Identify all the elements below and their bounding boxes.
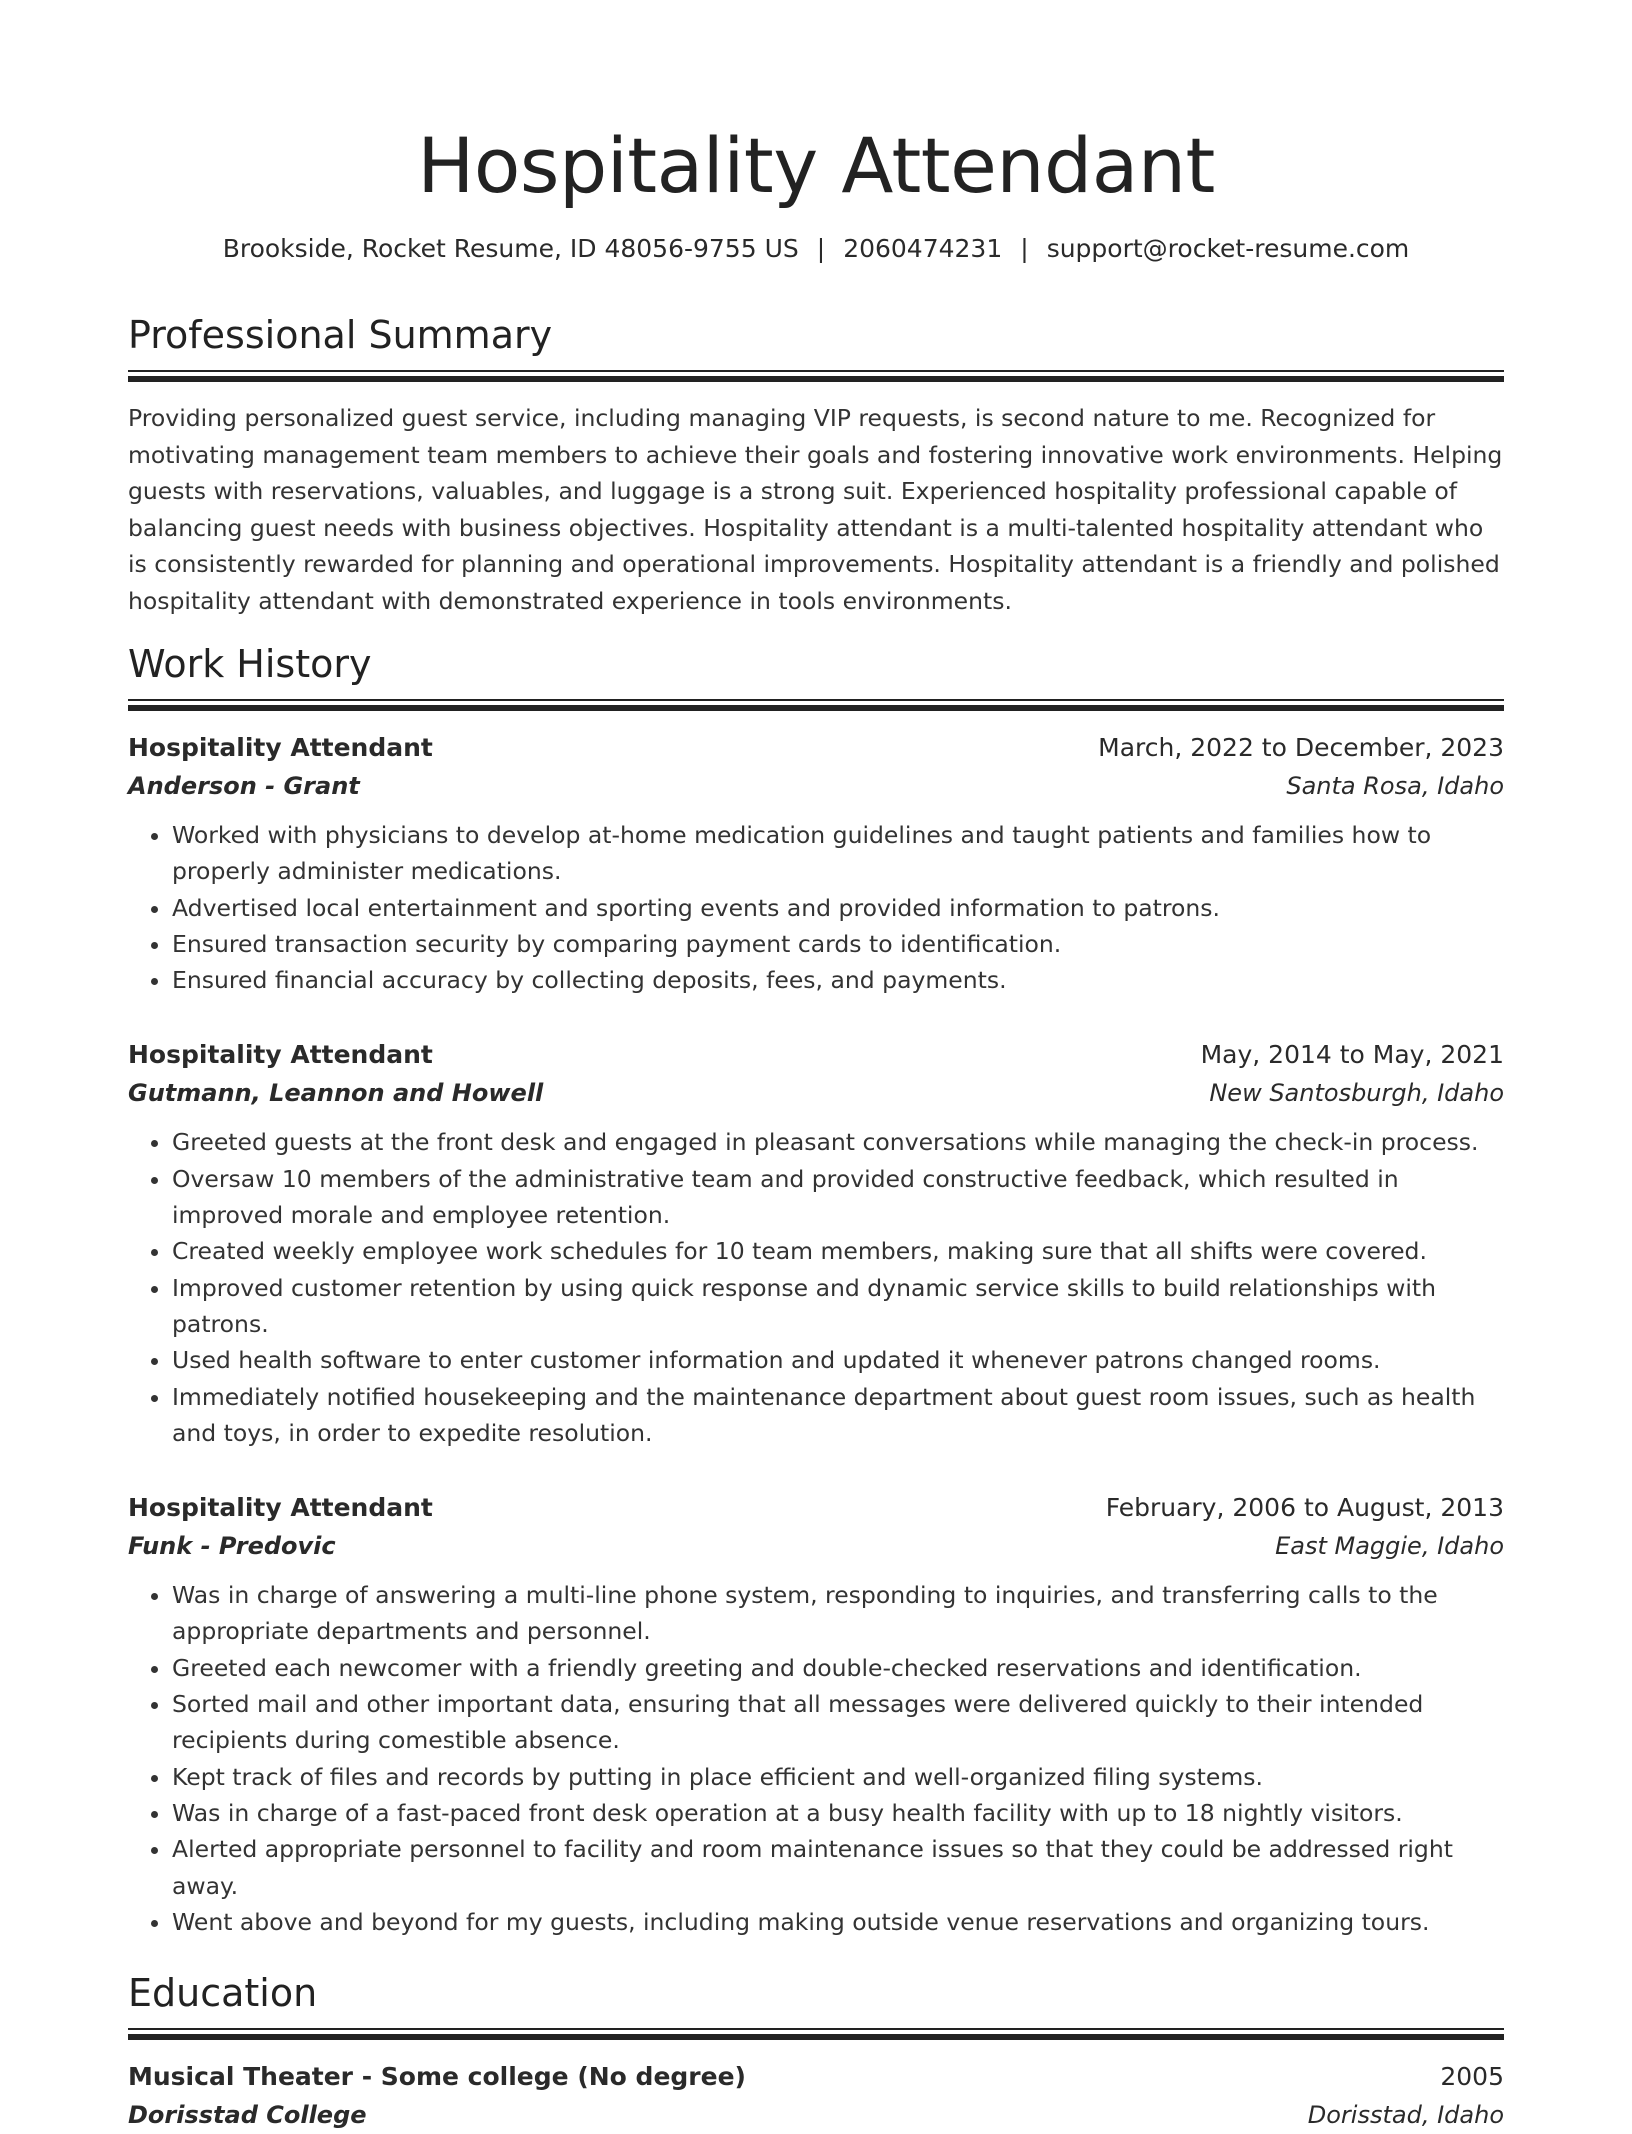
job-bullet: • Advertised local entertainment and sporting events and provided information to patrons.: [172, 890, 1504, 926]
job-company: Anderson - Grant: [128, 772, 360, 800]
job-bullet: • Sorted mail and other important data, ensuring that all messages were delivered quickly to their intended recipients during comestible absence.: [172, 1686, 1504, 1759]
job-dates: March, 2022 to December, 2023: [1098, 733, 1504, 762]
job-bullet: • Improved customer retention by using quick response and dynamic service skills to build relationships with patrons.: [172, 1270, 1504, 1343]
section-title-work-history: Work History: [128, 642, 372, 686]
summary-section: [128, 312, 1504, 619]
section-title-education: Education: [128, 1971, 318, 2016]
job-bullet: • Oversaw 10 members of the administrative team and provided constructive feedback, which resulted in improved morale and employee retention.: [172, 1161, 1504, 1234]
contact-address: Brookside, Rocket Resume, ID 48056-9755 US: [222, 234, 799, 263]
section-divider: [128, 699, 1504, 711]
contact-separator: |: [816, 234, 826, 263]
job-title: Hospitality Attendant: [128, 1493, 433, 1523]
job-bullet: • Went above and beyond for my guests, including making outside venue reservations and organizing tours.: [172, 1904, 1504, 1940]
education-year: 2005: [1440, 2062, 1504, 2092]
job-bullet: • Was in charge of answering a multi-line phone system, responding to inquiries, and transferring calls to the appropriate departments and personnel.: [172, 1577, 1504, 1650]
education-entry: [128, 2058, 1504, 2134]
contact-separator: |: [1020, 234, 1029, 263]
job-bullet: • Kept track of files and records by putting in place efficient and well-organized filing systems.: [172, 1759, 1504, 1795]
job-dates: May, 2014 to May, 2021: [1200, 1040, 1504, 1070]
education-section: [128, 1970, 1504, 2134]
job-dates: February, 2006 to August, 2013: [1105, 1493, 1504, 1523]
job-bullet: • Ensured transaction security by comparing payment cards to identification.: [172, 926, 1504, 962]
education-degree: Musical Theater - Some college (No degree): [128, 2062, 746, 2092]
job-company: Gutmann, Leannon and Howell: [128, 1079, 544, 1108]
job-entry: [128, 1489, 1504, 1940]
job-bullet: • Ensured financial accuracy by collecting deposits, fees, and payments.: [172, 962, 1504, 998]
job-entry: [128, 729, 1504, 998]
job-bullets: [128, 1124, 1504, 1451]
section-title-summary: Professional Summary: [128, 313, 553, 357]
job-bullet: • Was in charge of a fast-paced front desk operation at a busy health facility with up to 18 nightly visitors.: [172, 1795, 1504, 1831]
job-bullet: • Alerted appropriate personnel to facility and room maintenance issues so that they could be addressed right away.: [172, 1831, 1504, 1904]
job-location: Santa Rosa, Idaho: [1286, 772, 1504, 800]
contact-line: [128, 232, 1504, 266]
education-school: Dorisstad College: [128, 2101, 367, 2130]
job-location: New Santosburgh, Idaho: [1209, 1079, 1504, 1108]
job-company: Funk - Predovic: [128, 1532, 336, 1561]
job-location: East Maggie, Idaho: [1275, 1532, 1504, 1561]
contact-phone: 2060474231: [843, 234, 1003, 263]
job-bullet: • Created weekly employee work schedules for 10 team members, making sure that all shifts were covered.: [172, 1233, 1504, 1269]
summary-text: Providing personalized guest service, including managing VIP requests, is second nature to me. Recognized for motivating management team members to achieve their goals and fostering innovative work environments. Helping guests with reservations, valuables, and luggage is a strong suit. Experienced hospitality professional capable of balancing guest needs with business objectives. Hospitality attendant is a multi-talented hospitality attendant who is consistently rewarded for planning and operational improvements. Hospitality attendant is a friendly and polished hospitality attendant with demonstrated experience in tools environments.: [128, 404, 1503, 615]
contact-email: support@rocket-resume.com: [1046, 234, 1410, 263]
work-history-section: [128, 641, 1504, 1940]
job-bullets: [128, 1577, 1504, 1940]
section-divider: [128, 2028, 1504, 2040]
job-bullets: [128, 817, 1504, 998]
section-divider: [128, 370, 1504, 382]
job-bullet: • Greeted guests at the front desk and engaged in pleasant conversations while managing the check-in process.: [172, 1124, 1504, 1160]
resume-name: Hospitality Attendant: [417, 121, 1215, 210]
education-location: Dorisstad, Idaho: [1307, 2101, 1504, 2130]
job-bullet: • Worked with physicians to develop at-home medication guidelines and taught patients and families how to properly administer medications.: [172, 817, 1504, 890]
job-bullet: • Used health software to enter customer information and updated it whenever patrons changed rooms.: [172, 1342, 1504, 1378]
job-title: Hospitality Attendant: [128, 1040, 433, 1070]
job-bullet: • Immediately notified housekeeping and the maintenance department about guest room issues, such as health and toys, in order to expedite resolution.: [172, 1379, 1504, 1452]
job-title: Hospitality Attendant: [128, 733, 433, 762]
job-entry: [128, 1036, 1504, 1451]
job-bullet: • Greeted each newcomer with a friendly greeting and double-checked reservations and identification.: [172, 1650, 1504, 1686]
